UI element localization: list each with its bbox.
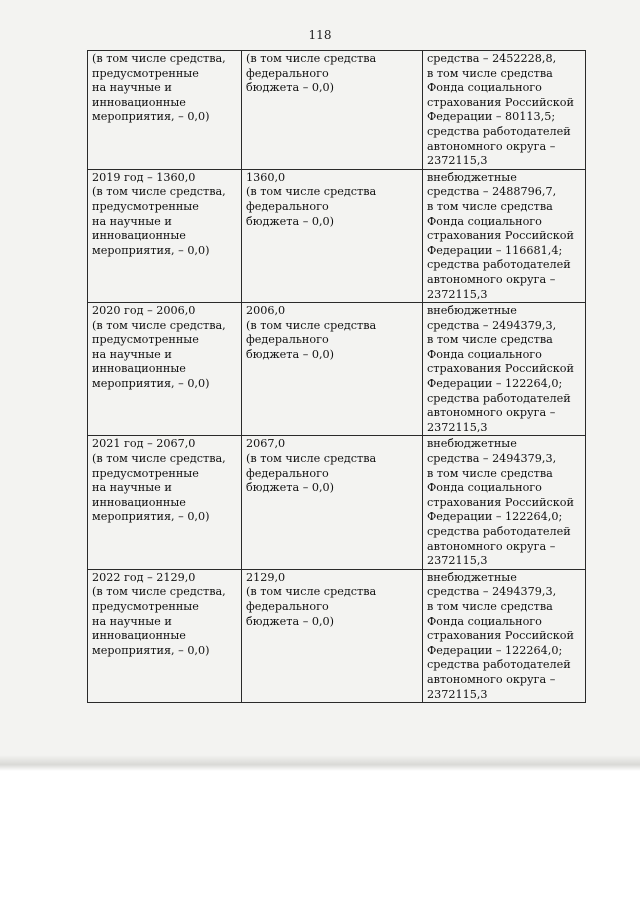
table-row (88, 51, 586, 170)
page-number: 118 (308, 28, 332, 42)
table-cell-extrabudgetary: внебюджетные средства – 2494379,3, в том числе средства Фонда социального страхования Российской Федерации – 122264,0; средства работодателей автономного округа – 2372115,3 (423, 569, 586, 702)
table-cell-federal-budget: 2067,0 (в том числе средства федерального бюджета – 0,0) (242, 436, 423, 569)
funding-table (87, 50, 586, 703)
table-row (88, 569, 586, 702)
table-row (88, 303, 586, 436)
table-cell-extrabudgetary: внебюджетные средства – 2488796,7, в том числе средства Фонда социального страхования Российской Федерации – 116681,4; средства работодателей автономного округа – 2372115,3 (423, 169, 586, 302)
table-cell-extrabudgetary: средства – 2452228,8, в том числе средства Фонда социального страхования Российской Федерации – 80113,5; средства работодателей автономного округа – 2372115,3 (423, 51, 586, 170)
table-row (88, 436, 586, 569)
table-row (88, 169, 586, 302)
table-cell-extrabudgetary: внебюджетные средства – 2494379,3, в том числе средства Фонда социального страхования Российской Федерации – 122264,0; средства работодателей автономного округа – 2372115,3 (423, 436, 586, 569)
table-cell-period: 2020 год – 2006,0 (в том числе средства, предусмотренные на научные и инновационные мероприятия, – 0,0) (88, 303, 242, 436)
table-cell-period: 2019 год – 1360,0 (в том числе средства, предусмотренные на научные и инновационные мероприятия, – 0,0) (88, 169, 242, 302)
table-cell-federal-budget: 2006,0 (в том числе средства федерального бюджета – 0,0) (242, 303, 423, 436)
table-cell-extrabudgetary: внебюджетные средства – 2494379,3, в том числе средства Фонда социального страхования Российской Федерации – 122264,0; средства работодателей автономного округа – 2372115,3 (423, 303, 586, 436)
table-cell-federal-budget: (в том числе средства федерального бюджета – 0,0) (242, 51, 423, 170)
table-cell-period: (в том числе средства, предусмотренные на научные и инновационные мероприятия, – 0,0) (88, 51, 242, 170)
page-edge-shadow (0, 755, 640, 771)
table-cell-federal-budget: 2129,0 (в том числе средства федерального бюджета – 0,0) (242, 569, 423, 702)
table-cell-federal-budget: 1360,0 (в том числе средства федерального бюджета – 0,0) (242, 169, 423, 302)
table-cell-period: 2021 год – 2067,0 (в том числе средства, предусмотренные на научные и инновационные мероприятия, – 0,0) (88, 436, 242, 569)
table-cell-period: 2022 год – 2129,0 (в том числе средства, предусмотренные на научные и инновационные мероприятия, – 0,0) (88, 569, 242, 702)
